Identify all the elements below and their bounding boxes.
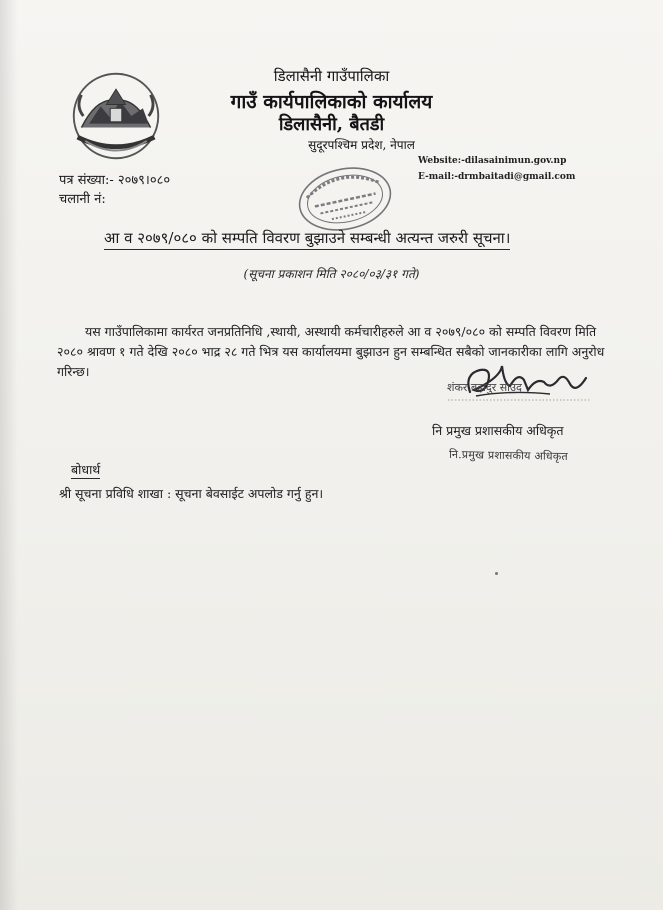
dispatch-number: चलानी नं: bbox=[59, 192, 106, 207]
province-name: सुदूरपश्चिम प्रदेश, नेपाल bbox=[308, 138, 415, 152]
signatory-title: नि प्रमुख प्रशासकीय अधिकृत bbox=[432, 423, 564, 438]
office-name: गाउँ कार्यपालिकाको कार्यालय bbox=[230, 91, 433, 113]
signatory-name: शंकर बहादुर साउद bbox=[447, 381, 522, 394]
office-location: डिलासैनी, बैतडी bbox=[278, 114, 385, 135]
paper-speck bbox=[495, 572, 498, 575]
website-text: Website:-dilasainimun.gov.np bbox=[418, 156, 567, 166]
notice-subject: आ व २०७९/०८० को सम्पति विवरण बुझाउने सम्बन्धी अत्यन्त जरुरी सूचना। bbox=[104, 228, 510, 250]
office-round-stamp bbox=[290, 160, 400, 238]
page-edge-shadow bbox=[0, 0, 18, 910]
email-text: E-mail:-drmbaitadi@gmail.com bbox=[418, 172, 576, 182]
cc-label: बोधार्थ bbox=[71, 462, 101, 477]
signatory-title-stamp: नि.प्रमुख प्रशासकीय अधिकृत bbox=[448, 447, 569, 464]
municipality-name: डिलासैनी गाउँपालिका bbox=[273, 67, 390, 85]
publication-date: (सूचना प्रकाशन मिति २०८०/०३/३१ गते) bbox=[243, 267, 420, 281]
letter-number: पत्र संख्या:- २०७९।०८० bbox=[59, 173, 171, 188]
cc-item: श्री सूचना प्रविधि शाखा : सूचना बेवसाईट अपलोड गर्नु हुन। bbox=[59, 486, 324, 501]
notice-body-paragraph: यस गाउँपालिकामा कार्यरत जनप्रतिनिधि ,स्थायी, अस्थायी कर्मचारीहरुले आ व २०७९/०८० को सम्पति विवरण मिति २०८० श्रावण १ गते देखि २०८० भाद्र २८ गते भित्र यस कार्यालयमा बुझाउन हुन सम्बन्धित सबैको जानकारीका लागि अनुरोध गरिन्छ। bbox=[57, 324, 605, 379]
